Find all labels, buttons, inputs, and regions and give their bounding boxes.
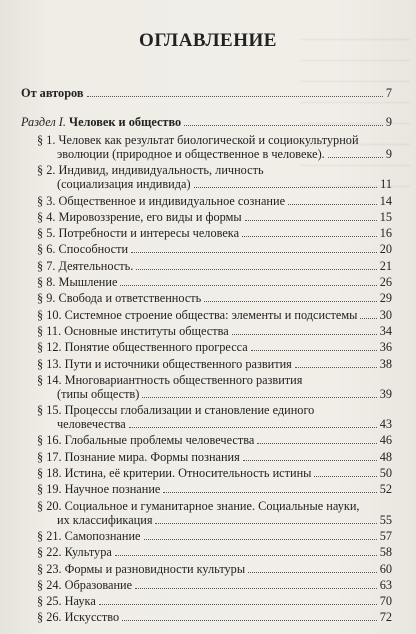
toc-entry-label: Мировоззрение, его виды и формы xyxy=(58,209,242,224)
leader-dots xyxy=(295,367,377,368)
toc-entry-page: 72 xyxy=(379,610,392,625)
toc-entry-label: Потребности и интересы человека xyxy=(58,226,240,241)
toc-entry-number: § 4. xyxy=(37,209,56,224)
toc-entry xyxy=(21,529,392,543)
leader-dots xyxy=(131,252,377,253)
toc-entry xyxy=(21,324,392,338)
leader-dots xyxy=(135,588,377,589)
leader-dots xyxy=(204,301,376,302)
toc-entry-number: § 26. xyxy=(37,610,62,625)
toc-entry xyxy=(21,340,392,354)
toc-entry-page: 58 xyxy=(379,545,392,560)
leader-dots xyxy=(115,555,377,556)
leader-dots xyxy=(163,492,376,493)
toc-entry-number: § 16. xyxy=(37,433,62,448)
toc-entry-label: Наука xyxy=(64,594,96,609)
toc-entry xyxy=(21,562,392,576)
leader-dots xyxy=(136,269,376,270)
toc-entry-page: 16 xyxy=(379,226,392,241)
toc-entry-label: Системное строение общества: элементы и подсистемы xyxy=(64,307,358,322)
toc-entry-label: Мышление xyxy=(58,275,118,290)
toc-entry-authors xyxy=(21,86,392,100)
toc-entry-page: 26 xyxy=(379,275,392,290)
toc-entry xyxy=(21,578,392,592)
toc-entry-page: 36 xyxy=(379,340,392,355)
toc-entry-number: § 10. xyxy=(37,307,62,322)
leader-dots xyxy=(245,220,377,221)
toc-entry-page: 46 xyxy=(379,433,392,448)
toc-entry-label: Искусство xyxy=(64,610,120,625)
toc-entry-label: их классификация xyxy=(57,512,153,527)
toc-entry-page: 29 xyxy=(379,291,392,306)
toc-entry-number: § 3. xyxy=(37,193,56,208)
toc-entry xyxy=(21,466,392,480)
toc-entry-label: Самопознание xyxy=(64,528,141,543)
toc-entry-page: 34 xyxy=(379,323,392,338)
toc-entry xyxy=(21,482,392,496)
leader-dots xyxy=(314,476,376,477)
leader-dots xyxy=(184,125,383,126)
toc-entry xyxy=(21,450,392,464)
toc-entry-page: 30 xyxy=(379,307,392,322)
toc-entry-number: § 19. xyxy=(37,482,62,497)
leader-dots xyxy=(142,397,376,398)
toc-entry-page: 9 xyxy=(385,147,392,161)
section-title xyxy=(21,115,181,129)
leader-dots xyxy=(144,539,377,540)
toc-entry xyxy=(21,194,392,208)
toc-entry xyxy=(21,291,392,305)
leader-dots xyxy=(155,523,376,524)
toc-entry-label: Основные институты общества xyxy=(64,323,229,338)
toc-entry-label: Социальное и гуманитарное знание. Социальные науки, xyxy=(64,498,360,513)
toc-entry-number: § 7. xyxy=(37,258,56,273)
toc-entry-page: 70 xyxy=(379,594,392,609)
leader-dots xyxy=(232,334,377,335)
toc-entry-page: 21 xyxy=(379,258,392,273)
toc-entry xyxy=(21,357,392,371)
toc-entry-page: 50 xyxy=(379,466,392,481)
toc-entry-label: Формы и разновидности культуры xyxy=(64,561,246,576)
page-title: ОГЛАВЛЕНИЕ xyxy=(139,30,277,51)
leader-dots xyxy=(87,96,383,97)
toc-entry-label: Индивид, индивидуальность, личность xyxy=(58,163,264,178)
toc-entry-number: § 6. xyxy=(37,242,56,257)
leader-dots xyxy=(248,572,377,573)
toc-entry-label: Многовариантность общественного развития xyxy=(64,372,303,387)
toc-items xyxy=(21,133,392,624)
leader-dots xyxy=(288,204,377,205)
section-name: Человек и общество xyxy=(69,115,182,129)
toc-entry-label: От авторов xyxy=(21,86,84,100)
toc-entry-label: человечества xyxy=(57,417,126,432)
toc-entry-label: Научное познание xyxy=(64,482,161,497)
toc-entry-page: 55 xyxy=(379,512,392,527)
toc-entry xyxy=(21,226,392,240)
toc-entry-number: § 25. xyxy=(37,594,62,609)
toc-entry-label: Образование xyxy=(64,577,133,592)
toc-entry-page: 11 xyxy=(380,177,392,192)
toc-entry xyxy=(21,433,392,447)
toc-entry-page: 43 xyxy=(379,417,392,432)
toc-entry xyxy=(21,610,392,624)
toc-entry-page: 60 xyxy=(379,561,392,576)
toc-entry xyxy=(21,545,392,559)
leader-dots xyxy=(328,157,383,158)
toc-entry-number: § 13. xyxy=(37,356,62,371)
toc-entry-number: § 1. xyxy=(37,133,56,147)
toc-entry-page: 39 xyxy=(379,386,392,401)
toc-entry-number: § 22. xyxy=(37,545,62,560)
toc-entry-label: Свобода и ответственность xyxy=(58,291,202,306)
toc-entry xyxy=(21,373,392,401)
toc-entry-label: Истина, её критерии. Относительность истины xyxy=(64,466,312,481)
toc-entry-page: 15 xyxy=(379,209,392,224)
toc-entry-page: 7 xyxy=(385,86,392,100)
toc-entry xyxy=(21,259,392,273)
section-prefix: Раздел I. xyxy=(21,115,66,129)
toc-entry xyxy=(21,210,392,224)
toc-entry xyxy=(21,403,392,431)
toc-entry-label: Способности xyxy=(58,242,129,257)
toc-entry-number: § 18. xyxy=(37,466,62,481)
toc-entry-label: Человек как результат биологической и социокультурной xyxy=(58,133,359,147)
toc-entry xyxy=(21,275,392,289)
toc-entry-label: Пути и источники общественного развития xyxy=(64,356,292,371)
toc-entry-number: § 15. xyxy=(37,403,62,418)
toc-entry xyxy=(21,163,392,191)
toc-entry-label: Общественное и индивидуальное сознание xyxy=(58,193,286,208)
leader-dots xyxy=(99,604,377,605)
toc-entry-page: 14 xyxy=(379,193,392,208)
toc-entry xyxy=(21,242,392,256)
toc-entry-page: 63 xyxy=(379,577,392,592)
leader-dots xyxy=(122,620,377,621)
toc-entry xyxy=(21,133,392,161)
toc-entry-number: § 20. xyxy=(37,498,62,513)
toc-entry-label: (типы обществ) xyxy=(57,386,140,401)
toc-entry-number: § 9. xyxy=(37,291,56,306)
toc-entry-label: Понятие общественного прогресса xyxy=(64,340,248,355)
toc-entry-label: Глобальные проблемы человечества xyxy=(64,433,255,448)
toc-entry-label: эволюции (природное и общественное в человеке). xyxy=(57,147,325,161)
toc-entry-page: 57 xyxy=(379,528,392,543)
toc-entry-label: Культура xyxy=(64,545,112,560)
toc-entry-number: § 21. xyxy=(37,528,62,543)
toc-entry-number: § 17. xyxy=(37,449,62,464)
toc-entry-page: 38 xyxy=(379,356,392,371)
toc-entry-number: § 2. xyxy=(37,163,56,178)
toc-entry-number: § 14. xyxy=(37,372,62,387)
toc-entry-number: § 8. xyxy=(37,275,56,290)
toc-entry-page: 9 xyxy=(385,115,392,129)
toc-entry-number: § 24. xyxy=(37,577,62,592)
toc-entry-page: 48 xyxy=(379,449,392,464)
toc-entry-label: Познание мира. Формы познания xyxy=(64,449,240,464)
toc-entry xyxy=(21,308,392,322)
toc-entry-number: § 11. xyxy=(37,323,62,338)
leader-dots xyxy=(129,427,377,428)
toc-entry-page: 52 xyxy=(379,482,392,497)
toc-entry xyxy=(21,594,392,608)
toc-entry-number: § 12. xyxy=(37,340,62,355)
leader-dots xyxy=(120,285,376,286)
leader-dots xyxy=(360,318,376,319)
toc-entry-page: 20 xyxy=(379,242,392,257)
toc-entry-number: § 5. xyxy=(37,226,56,241)
leader-dots xyxy=(257,443,376,444)
toc-entry-number: § 23. xyxy=(37,561,62,576)
leader-dots xyxy=(243,460,377,461)
leader-dots xyxy=(242,236,377,237)
leader-dots xyxy=(194,187,378,188)
toc-section-heading xyxy=(21,115,392,129)
table-of-contents xyxy=(21,86,392,627)
toc-entry-label: Процессы глобализации и становление единого xyxy=(64,403,315,418)
leader-dots xyxy=(251,350,377,351)
toc-entry xyxy=(21,499,392,527)
toc-entry-label: Деятельность. xyxy=(58,258,134,273)
toc-entry-label: (социализация индивида) xyxy=(57,177,191,192)
